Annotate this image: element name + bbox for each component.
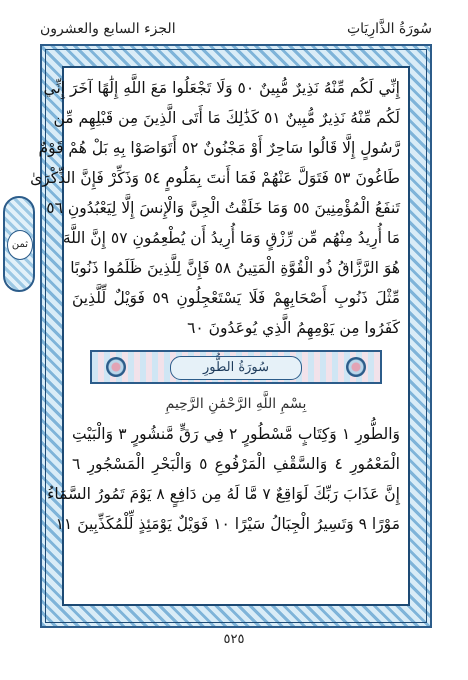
text-line: إِنِّي لَكُم مِّنْهُ نَذِيرٌ مُّبِينٌ ٥٠ وَلَا تَجْعَلُوا مَعَ اللَّهِ إِلَٰهًا آخَرَ إِنِّي	[43, 79, 400, 97]
text-area	[30, 66, 410, 606]
hizb-marker-label: ثمن	[7, 230, 33, 260]
juz-name-header: الجزء السابع والعشرون	[40, 21, 176, 37]
ornamental-frame	[30, 44, 432, 628]
text-line: مَا أُرِيدُ مِنْهُم مِّن رِّزْقٍ وَمَا أُرِيدُ أَن يُطْعِمُونِ ٥٧ إِنَّ اللَّهَ	[62, 229, 400, 247]
text-line: طَاغُونَ ٥٣ فَتَوَلَّ عَنْهُمْ فَمَا أَنتَ بِمَلُومٍ ٥٤ وَذَكِّرْ فَإِنَّ الذِّكْرَىٰ	[30, 169, 400, 187]
surah-name-header: سُورَةُ الذَّارِيَاتِ	[346, 21, 432, 37]
text-line: تَنفَعُ الْمُؤْمِنِينَ ٥٥ وَمَا خَلَقْتُ الْجِنَّ وَالْإِنسَ إِلَّا لِيَعْبُدُونِ ٥٦	[46, 199, 400, 217]
text-line: كَفَرُوا مِن يَوْمِهِمُ الَّذِي يُوعَدُونَ ٦٠	[187, 319, 400, 337]
basmala: بِسْمِ اللَّهِ الرَّحْمَٰنِ الرَّحِيمِ	[165, 396, 307, 412]
text-line: وَالطُّورِ ١ وَكِتَابٍ مَّسْطُورٍ ٢ فِي رَقٍّ مَّنشُورٍ ٣ وَالْبَيْتِ	[72, 425, 400, 443]
rosette-icon	[346, 357, 366, 377]
surah-title: سُورَةُ الطُّورِ	[170, 356, 302, 380]
text-line: هُوَ الرَّزَّاقُ ذُو الْقُوَّةِ الْمَتِينُ ٥٨ فَإِنَّ لِلَّذِينَ ظَلَمُوا ذَنُوبًا	[70, 259, 400, 277]
hizb-marker	[3, 196, 35, 292]
text-line: رَّسُولٍ إِلَّا قَالُوا سَاحِرٌ أَوْ مَجْنُونٌ ٥٢ أَتَوَاصَوْا بِهِ بَلْ هُمْ قَوْمٌ	[38, 139, 400, 157]
text-line: إِنَّ عَذَابَ رَبِّكَ لَوَاقِعٌ ٧ مَّا لَهُ مِن دَافِعٍ ٨ يَوْمَ تَمُورُ السَّمَاءُ	[47, 485, 400, 503]
text-line: لَكُم مِّنْهُ نَذِيرٌ مُّبِينٌ ٥١ كَذَٰلِكَ مَا أَتَى الَّذِينَ مِن قَبْلِهِم مِّن	[53, 109, 400, 127]
text-line: مِّثْلَ ذَنُوبِ أَصْحَابِهِمْ فَلَا يَسْتَعْجِلُونِ ٥٩ فَوَيْلٌ لِّلَّذِينَ	[72, 289, 400, 307]
surah-title-banner	[90, 350, 382, 384]
text-line: الْمَعْمُورِ ٤ وَالسَّقْفِ الْمَرْفُوعِ ٥ وَالْبَحْرِ الْمَسْجُورِ ٦	[72, 455, 400, 473]
page-number: ٥٢٥	[223, 632, 245, 647]
text-line: مَوْرًا ٩ وَتَسِيرُ الْجِبَالُ سَيْرًا ١٠ فَوَيْلٌ يَوْمَئِذٍ لِّلْمُكَذِّبِينَ ١١	[55, 515, 400, 533]
rosette-icon	[106, 357, 126, 377]
page-header	[40, 18, 432, 40]
